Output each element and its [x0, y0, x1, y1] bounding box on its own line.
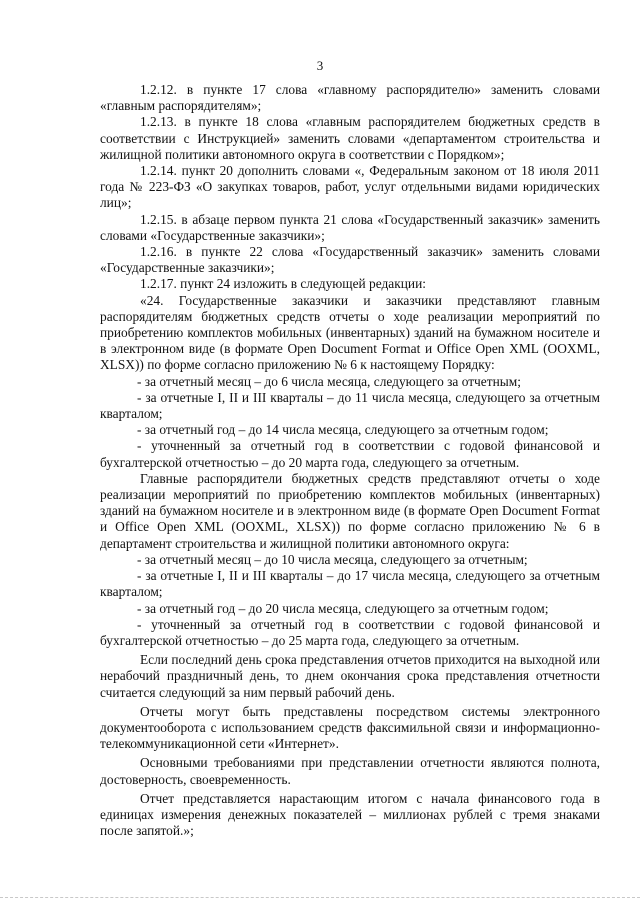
- paragraph-item-24: «24. Государственные заказчики и заказчики представляют главным распорядителям бюджетных средств отчеты о ходе реализации мероприятий по приобретению комплектов мобильных (инвентарных) зданий на бумажном носителе и в электронном виде (в формате Open Document Format и Office Open XML (OOXML, XLSX)) по форме согласно приложению № 6 к настоящему Порядку:: [100, 292, 600, 373]
- list-item: - за отчетные I, II и III кварталы – до 17 числа месяца, следующего за отчетным кварталом;: [100, 568, 600, 600]
- list-item: - за отчетный месяц – до 10 числа месяца, следующего за отчетным;: [137, 551, 528, 567]
- document-body: [100, 82, 600, 839]
- paragraph-1-2-13: 1.2.13. в пункте 18 слова «главным распорядителем бюджетных средств в соответствии с Инструкцией» заменить словами «департаментом строительства и жилищной политики автономного округа в соответствии с Порядком»;: [100, 114, 600, 162]
- page-number: 3: [316, 58, 324, 73]
- paragraph-deadline-rule: Если последний день срока представления отчетов приходится на выходной или нерабочий праздничный день, то днем окончания срока представления отчетности считается следующий за ним первый рабочий день.: [100, 652, 600, 700]
- list-item: - за отчетный год – до 14 числа месяца, следующего за отчетным годом;: [137, 422, 549, 438]
- paragraph-main-managers: Главные распорядители бюджетных средств представляют отчеты о ходе реализации мероприятий по приобретению комплектов мобильных (инвентарных) зданий на бумажном носителе и в электронном виде (в формате Open Document Format и Office Open XML (OOXML, XLSX)) по форме согласно приложению № 6 в департамент строительства и жилищной политики автономного округа:: [100, 470, 600, 551]
- list-item: - за отчетный месяц – до 6 числа месяца, следующего за отчетным;: [137, 373, 521, 389]
- paragraph-cumulative: Отчет представляется нарастающим итогом с начала финансового года в единицах измерения денежных показателей – миллионах рублей с тремя знаками после запятой.»;: [100, 790, 600, 839]
- paragraph-edm: Отчеты могут быть представлены посредством системы электронного документооборота с использованием средств факсимильной связи и информационно-телекоммуникационной сети «Интернет».: [100, 703, 600, 752]
- list-item: - уточненный за отчетный год в соответствии с годовой финансовой и бухгалтерской отчетностью – до 20 марта года, следующего за отчетным.: [100, 438, 600, 470]
- list-item: - за отчетный год – до 20 числа месяца, следующего за отчетным годом;: [137, 600, 549, 616]
- paragraph-1-2-15: 1.2.15. в абзаце первом пункта 21 слова «Государственный заказчик» заменить словами «Государственные заказчики»;: [100, 211, 600, 243]
- list-item: - за отчетные I, II и III кварталы – до 11 числа месяца, следующего за отчетным кварталом;: [100, 389, 600, 422]
- paragraph-1-2-12: 1.2.12. в пункте 17 слова «главному распорядителю» заменить словами «главным распорядителям»;: [100, 82, 600, 114]
- paragraph-requirements: Основными требованиями при представлении отчетности являются полнота, достоверность, своевременность.: [100, 755, 600, 787]
- list-item: - уточненный за отчетный год в соответствии с годовой финансовой и бухгалтерской отчетностью – до 25 марта года, следующего за отчетным.: [100, 616, 600, 648]
- paragraph-1-2-14: 1.2.14. пункт 20 дополнить словами «, Федеральным законом от 18 июля 2011 года № 223-ФЗ «О закупках товаров, работ, услуг отдельными видами юридических лиц»;: [100, 163, 600, 211]
- scan-bottom-edge: [0, 897, 640, 898]
- paragraph-1-2-17: 1.2.17. пункт 24 изложить в следующей редакции:: [140, 276, 426, 292]
- paragraph-1-2-16: 1.2.16. в пункте 22 слова «Государственный заказчик» заменить словами «Государственные заказчики»;: [100, 244, 600, 276]
